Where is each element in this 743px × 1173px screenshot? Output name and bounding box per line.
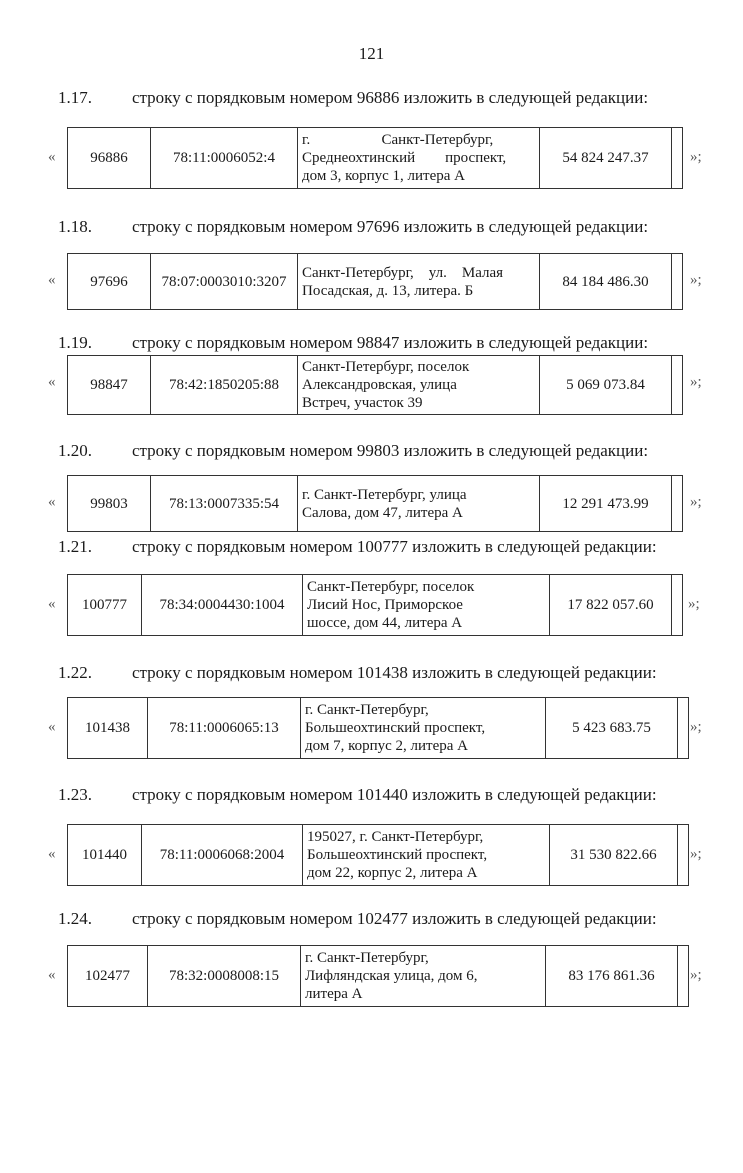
table-row	[67, 574, 683, 636]
value-cell: 83 176 861.36	[546, 946, 678, 1007]
address-line: шоссе, дом 44, литера А	[307, 615, 463, 631]
table-row	[67, 697, 689, 759]
item-heading	[58, 217, 648, 237]
address-cell	[303, 825, 550, 886]
value-cell: 54 824 247.37	[540, 128, 672, 189]
value-cell: 84 184 486.30	[540, 254, 672, 310]
empty-cell	[678, 825, 689, 886]
address-line: Салова, дом 47, литера А	[302, 504, 463, 521]
item-heading	[58, 537, 657, 557]
open-quote: «	[48, 845, 56, 862]
item-heading	[58, 785, 657, 805]
item-text: строку с порядковым номером 98847 изложить в следующей редакции:	[132, 333, 649, 352]
address-cell	[301, 946, 546, 1007]
value-cell: 12 291 473.99	[540, 476, 672, 532]
close-quote: »;	[690, 845, 702, 862]
address-line: Большеохтинский проспект,	[307, 847, 488, 863]
address-line: Большеохтинский проспект,	[305, 720, 486, 736]
address-line: Среднеохтинский проспект,	[302, 150, 507, 166]
open-quote: «	[48, 272, 56, 288]
address-cell	[301, 698, 546, 759]
value-cell: 5 423 683.75	[546, 698, 678, 759]
address-line: Встреч, участок 39	[302, 395, 423, 411]
open-quote: «	[48, 494, 56, 510]
cadastral-number-cell: 78:42:1850205:88	[151, 356, 298, 415]
address-line: Александровская, улица	[302, 377, 457, 393]
address-line: дом 22, корпус 2, литера А	[307, 865, 478, 881]
row-number-cell: 96886	[68, 128, 151, 189]
address-cell	[298, 128, 540, 189]
item-number: 1.18.	[58, 217, 92, 236]
item-text: строку с порядковым номером 100777 изложить в следующей редакции:	[132, 537, 657, 556]
value-cell: 31 530 822.66	[550, 825, 678, 886]
item-number: 1.22.	[58, 663, 92, 682]
item-text: строку с порядковым номером 99803 изложить в следующей редакции:	[132, 441, 649, 460]
cadastral-number-cell: 78:11:0006052:4	[151, 128, 298, 189]
row-number-cell: 101438	[68, 698, 148, 759]
address-line: Санкт-Петербург, поселок	[302, 359, 470, 375]
cadastral-number-cell: 78:11:0006065:13	[148, 698, 301, 759]
close-quote: »;	[690, 148, 702, 165]
address-line: литера А	[305, 986, 363, 1002]
address-line: г. Санкт-Петербург, улица	[302, 486, 467, 503]
close-quote: »;	[690, 718, 702, 735]
empty-cell	[672, 356, 683, 415]
item-number: 1.17.	[58, 88, 92, 107]
item-text: строку с порядковым номером 101440 изложить в следующей редакции:	[132, 785, 657, 804]
close-quote: »;	[690, 374, 702, 390]
close-quote: »;	[690, 494, 702, 510]
cadastral-number-cell: 78:07:0003010:3207	[151, 254, 298, 310]
address-line: г. Санкт-Петербург,	[305, 702, 429, 718]
open-quote: «	[48, 374, 56, 390]
item-text: строку с порядковым номером 96886 изложить в следующей редакции:	[132, 88, 649, 107]
item-text: строку с порядковым номером 97696 изложить в следующей редакции:	[132, 217, 649, 236]
item-text: строку с порядковым номером 102477 изложить в следующей редакции:	[132, 909, 657, 928]
cadastral-number-cell: 78:34:0004430:1004	[142, 575, 303, 636]
table-row	[67, 475, 683, 532]
value-cell: 17 822 057.60	[550, 575, 672, 636]
item-number: 1.24.	[58, 909, 92, 928]
empty-cell	[672, 575, 683, 636]
table-row	[67, 824, 689, 886]
empty-cell	[678, 698, 689, 759]
page-number: 121	[358, 44, 385, 63]
address-line: Лифляндская улица, дом 6,	[305, 968, 478, 984]
table-row	[67, 253, 683, 310]
item-number: 1.19.	[58, 333, 92, 352]
item-heading	[58, 909, 657, 929]
row-number-cell: 98847	[68, 356, 151, 415]
value-cell: 5 069 073.84	[540, 356, 672, 415]
address-cell	[298, 356, 540, 415]
item-heading	[58, 88, 648, 108]
address-line: г. Санкт-Петербург,	[302, 132, 494, 148]
address-line: дом 3, корпус 1, литера А	[302, 168, 466, 184]
table-row	[67, 945, 689, 1007]
address-line: Санкт-Петербург, поселок	[307, 579, 475, 595]
table-row	[67, 127, 683, 189]
close-quote: »;	[690, 272, 702, 288]
address-line: 195027, г. Санкт-Петербург,	[307, 829, 484, 845]
close-quote: »;	[688, 595, 700, 612]
address-cell	[303, 575, 550, 636]
open-quote: «	[48, 148, 56, 165]
item-text: строку с порядковым номером 101438 изложить в следующей редакции:	[132, 663, 657, 682]
item-heading	[58, 441, 648, 461]
empty-cell	[672, 254, 683, 310]
row-number-cell: 97696	[68, 254, 151, 310]
address-cell	[298, 254, 540, 310]
row-number-cell: 99803	[68, 476, 151, 532]
address-line: Лисий Нос, Приморское	[307, 597, 463, 613]
address-line: Санкт-Петербург, ул. Малая	[302, 264, 504, 281]
empty-cell	[672, 476, 683, 532]
table-row	[67, 355, 683, 415]
cadastral-number-cell: 78:32:0008008:15	[148, 946, 301, 1007]
open-quote: «	[48, 718, 56, 735]
cadastral-number-cell: 78:13:0007335:54	[151, 476, 298, 532]
item-number: 1.20.	[58, 441, 92, 460]
open-quote: «	[48, 966, 56, 983]
empty-cell	[678, 946, 689, 1007]
row-number-cell: 102477	[68, 946, 148, 1007]
item-heading	[58, 333, 648, 353]
item-number: 1.21.	[58, 537, 92, 556]
address-cell	[298, 476, 540, 532]
item-number: 1.23.	[58, 785, 92, 804]
close-quote: »;	[690, 966, 702, 983]
address-line: Посадская, д. 13, литера. Б	[302, 282, 474, 299]
open-quote: «	[48, 595, 56, 612]
row-number-cell: 101440	[68, 825, 142, 886]
item-heading	[58, 663, 657, 683]
address-line: г. Санкт-Петербург,	[305, 950, 429, 966]
cadastral-number-cell: 78:11:0006068:2004	[142, 825, 303, 886]
empty-cell	[672, 128, 683, 189]
row-number-cell: 100777	[68, 575, 142, 636]
address-line: дом 7, корпус 2, литера А	[305, 738, 469, 754]
